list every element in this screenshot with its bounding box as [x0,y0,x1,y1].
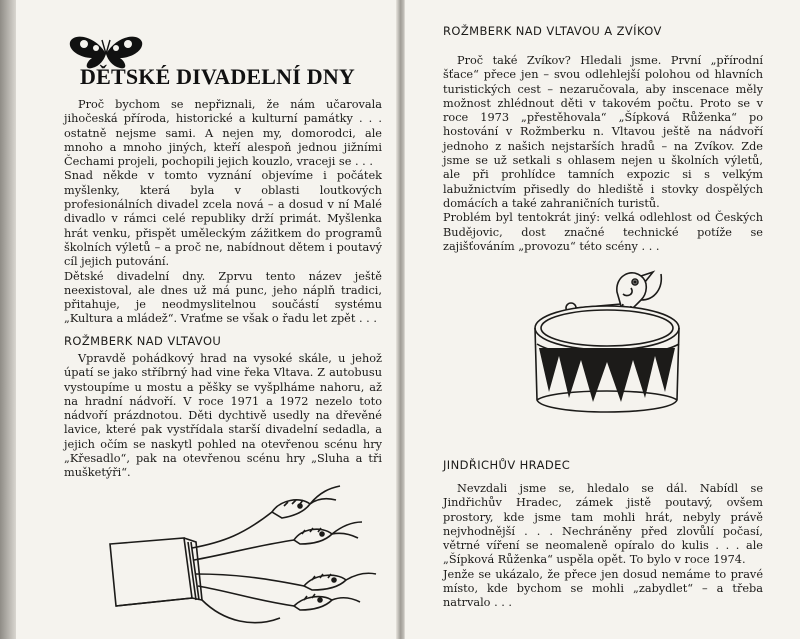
section-paragraph: Nevzdali jsme se, hledalo se dál. Nabídl se Jindřichův Hradec, zámek jistě poutavý, ovšem prostory, kde jsme tam mohli hrát, nebyly právě nejvhodnější . . . Nechráněny před zlovůlí počasí, větrné víření se neomaleně opíralo do kulis . . . ale „Šípková Růženka“ uspěla opět. To bylo v roce 1974. [443,482,763,567]
section-text [443,482,763,611]
intro-paragraph: Proč bychom se nepřiznali, že nám učarovala jihočeská příroda, historické a kulturní památky . . . ostatně nejsme sami. A nejen my, domorodci, ale mnoho a mnoho jiných, kteří alespoň jednou jižními Čechami projeli, pochopili jejich kouzlo, vraceji se . . . [64,98,382,169]
right-paragraph: Proč také Zvíkov? Hledali jsme. První „přírodní šťace“ přece jen – svou odlehlejší polohou od hlavních turistických cest – nezaručovala, aby inscenace měly možnost zhlédnout děti v takovém počtu. Proto se v roce 1973 „přestěhovala“ „Šípková Růženka“ po hostování v Rožmberku n. Vltavou ještě na nádvoří jednoho z našich nejstarších hradů – na Zvíkov. Zde jsme se už setkali s ohlasem nejen u školních výletů, ale při prohlídce tamních expozic si s velkým labužnictvím přisedly do hlediště i stovky dospělých domácích a také zahraničních turistů. [443,54,763,210]
drum-bird-illustration [523,264,691,436]
intro-paragraph: Dětské divadelní dny. Zprvu tento název ještě neexistoval, ale dnes už má punc, jeho náplň tradici, přitahuje, je neodmyslitelnou součástí systému „Kultura a mládež“. Vraťme se však o řadu let zpět . . . [64,269,382,326]
running-head: ROŽMBERK NAD VLTAVOU A ZVÍKOV [443,24,662,38]
intro-text [64,98,382,327]
dragon-book-illustration [104,482,384,632]
section-paragraph: Vpravdě pohádkový hrad na vysoké skále, u jehož úpatí se jako stříbrný had vine řeka Vltava. Z autobusu vystoupíme u mostu a pěšky se vyšplháme nahoru, až na hradní nádvoří. V roce 1971 a 1972 nezelo toto nádvoří prázdnotou. Děti dychtivě usedly na dřevěné lavice, které pak vystřídala starší divadelní sedadla, a jejich očím se naskytl pohled na otevřenou scénu hry „Křesadlo“, pak na otevřenou scénu hry „Sluha a tři mušketýři“. [64,352,382,480]
right-page [404,0,800,639]
book-left-edge [0,0,16,639]
left-page [16,0,400,639]
section-title: JINDŘICHŮV HRADEC [443,458,571,472]
intro-paragraph: Snad někde v tomto vyznání objevíme i počátek myšlenky, která byla v oblasti loutkových profesionálních divadel zcela nová – a dosud v ní Malé divadlo v rámci celé republiky drží primát. Myšlenka hrát venku, přispět uměleckým zážitkem do programů školních výletů – a proč ne, nabídnout dětem i poutavý cíl jejich putování. [64,169,382,269]
section-paragraph: Jenže se ukázalo, že přece jen dosud nemáme to pravé místo, kde bychom se mohli „zabydlet“ – a třeba natrvalo . . . [443,567,763,610]
chapter-title: DĚTSKÉ DIVADELNÍ DNY [80,64,355,89]
right-text [443,54,763,254]
section-title: ROŽMBERK NAD VLTAVOU [64,334,222,348]
section-text [64,352,382,481]
right-paragraph: Problém byl tentokrát jiný: velká odlehlost od Českých Budějovic, dost značné technické potíže se zajišťováním „provozu“ této scény . . . [443,211,763,253]
